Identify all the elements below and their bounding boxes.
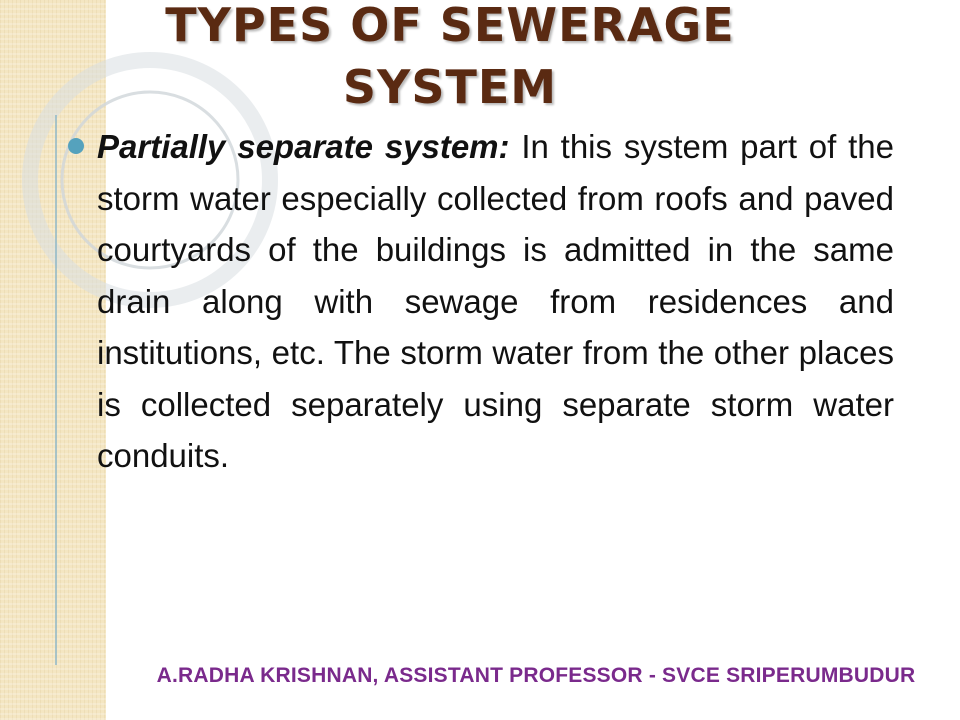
bullet-icon xyxy=(68,138,84,154)
bullet-text xyxy=(97,121,894,482)
footer-credit: A.RADHA KRISHNAN, ASSISTANT PROFESSOR - SVCE SRIPERUMBUDUR xyxy=(156,664,916,687)
bullet-body: In this system part of the storm water especially collected from roofs and paved courtyards of the buildings is admitted in the same drain along with sewage from residences and institutions, etc. The storm water from the other places is collected separately using separate storm water conduits. xyxy=(97,128,894,474)
bullet-lead: Partially separate system: xyxy=(97,128,510,165)
slide-title: TYPES OF SEWERAGE SYSTEM xyxy=(165,0,735,114)
